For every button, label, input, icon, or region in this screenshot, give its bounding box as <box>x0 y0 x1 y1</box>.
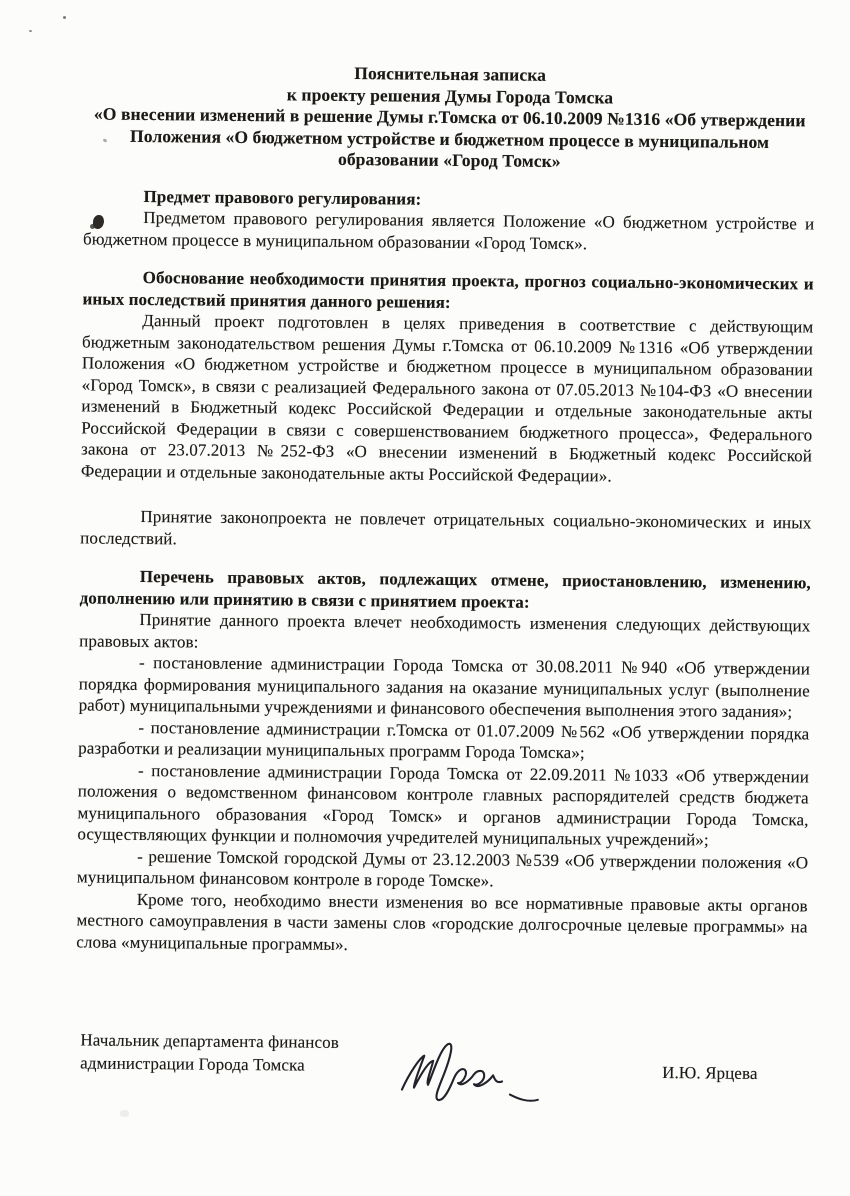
section-heading-justification: Обоснование необходимости принятия проекта, прогноз социально-экономических и иных последствий принятия данного решения: <box>82 267 814 312</box>
title-line: Положения «О бюджетном устройстве и бюджетном процессе в муниципальном <box>129 125 770 152</box>
signature-name: И.Ю. Ярцева <box>662 1063 758 1083</box>
list-item: - решение Томской городской Думы от 23.12.2003 №539 «Об утверждении положения «О муниципальном финансовом контроле в городе Томске». <box>76 846 809 891</box>
list-item: - постановление администрации г.Томска от 01.07.2009 №562 «Об утверждении порядка разработки и реализации муниципальных программ Города Томска»; <box>78 717 810 763</box>
paragraph: Предметом правового регулирования является Положение «О бюджетном устройстве и бюджетном процессе в муниципальном образовании «Город Томск». <box>83 208 815 253</box>
paragraph: Принятие законопроекта не повлечет отрицательных социально-экономических и иных последствий. <box>80 506 812 548</box>
signature-position-line: администрации Города Томска <box>80 1053 305 1075</box>
section-heading-subject: Предмет правового регулирования: <box>143 186 422 209</box>
signature-position-line: Начальник департамента финансов <box>80 1030 339 1052</box>
scan-speck <box>63 16 66 19</box>
paragraph: Кроме того, необходимо внести изменения во все нормативные правовые акты органов местного самоуправления в части замены слов «городские долгосрочные целевые программы» на слова «муниципальные программы». <box>76 889 808 954</box>
section-heading-acts-list: Перечень правовых актов, подлежащих отмене, приостановлению, изменению, дополнению или принятию в связи с принятием проекта: <box>79 566 811 612</box>
handwritten-signature <box>398 1035 569 1122</box>
scan-speck <box>29 30 32 32</box>
document-body <box>76 60 816 959</box>
title-line: Пояснительная записка <box>354 63 547 85</box>
title-line: образовании «Город Томск» <box>337 148 561 172</box>
list-item: - постановление администрации Города Томска от 22.09.2011 №1033 «Об утверждении положения о ведомственном финансовом контроле главных распорядителей средств бюджета муниципального образования «Город Томск» и органов администрации Города Томска, осуществляющих функции и полномочия учредителей муниципальных учреждений»; <box>77 760 810 850</box>
title-line: к проекту решения Думы Города Томска <box>286 83 614 108</box>
list-item: - постановление администрации Города Томска от 30.08.2011 №940 «Об утверждении порядка формирования муниципального задания на оказание муниципальных услуг (выполнение работ) муниципальными учреждениями и финансового обеспечения выполнения этого задания»; <box>78 652 811 722</box>
title-line: «О внесении изменений в решение Думы г.Томска от 06.10.2009 №1316 «Об утверждении <box>93 103 806 131</box>
paragraph: Данный проект подготовлен в целях приведения в соответствие с действующим бюджетным законодательством решения Думы г.Томска от 06.10.2009 №1316 «Об утверждении Положения «О бюджетном устройстве и бюджетном процессе в муниципальном образовании «Город Томск», в связи с реализацией Федерального закона от 07.05.2013 №104-ФЗ «О внесении изменений в Бюджетный кодекс Российской Федерации и отдельные законодательные акты Российской Федерации в связи с совершенствованием бюджетного процесса», Федерального закона от 23.07.2013 №252-ФЗ «О внесении изменений в Бюджетный кодекс Российской Федерации и отдельные законодательные акты Российской Федерации». <box>80 310 814 486</box>
paragraph: Принятие данного проекта влечет необходимость изменения следующих действующих правовых актов: <box>79 609 811 652</box>
scan-smudge <box>120 1110 129 1117</box>
document-title <box>84 60 816 175</box>
signature-position-title <box>80 1028 339 1076</box>
